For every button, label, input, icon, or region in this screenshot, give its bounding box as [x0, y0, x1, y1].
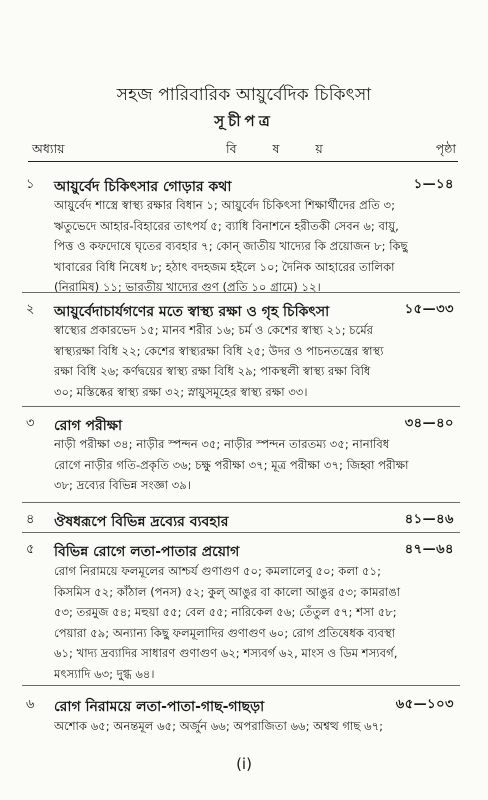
- section-line: ৩০; মস্তিষ্কের স্বাস্থ্য রক্ষা ৩২; স্নায়ুসমূহের স্বাস্থ্য রক্ষা ৩৩।: [54, 384, 308, 399]
- section-body: [54, 716, 458, 737]
- section-pages: ৩৪—৪০: [404, 416, 454, 431]
- section-line: ৩৮; দ্রব্যের বিভিন্ন সংজ্ঞা ৩৯।: [54, 478, 191, 492]
- section-number: ৪: [26, 512, 35, 527]
- page-number: (i): [236, 755, 252, 773]
- section-line: ৫৩; তরমুজ ৫৪; মহুয়া ৫৫; বেল ৫৫; নারিকেল ৫৬; তেঁতুল ৫৭; শসা ৫৮;: [54, 605, 397, 619]
- section-body: [54, 434, 458, 496]
- section-line: স্বাস্থ্যের প্রকারভেদ ১৫; মানব শরীর ১৬; চর্ম ও কেশের স্বাস্থ্য ২১; চর্মের: [54, 323, 374, 337]
- section-line: রোগে নাড়ীর গতি-প্রকৃতি ৩৬; চক্ষু পরীক্ষা ৩৭; মূত্র পরীক্ষা ৩৭; জিহ্বা পরীক্ষা: [54, 457, 409, 472]
- section-number: ৩: [26, 416, 35, 431]
- section-line: অশোক ৬৫; অনন্তমূল ৬৫; অর্জুন ৬৬; অপরাজিতা ৬৬; অশ্বত্থ গাছ ৬৭;: [54, 719, 384, 733]
- header-page: পৃষ্ঠা: [435, 141, 456, 156]
- toc-header: [28, 139, 458, 162]
- header-subject: বিষয়: [226, 141, 359, 156]
- section-divider: [22, 502, 460, 503]
- section-title: আয়ুর্বেদাচার্যগণের মতে স্বাস্থ্য রক্ষা ও গৃহ চিকিৎসা: [54, 304, 330, 320]
- section-line: পেয়ারা ৫৯; অন্যান্য কিছু ফলমূলাদির গুণাগুণ ৬০; রোগ প্রতিষেধক ব্যবস্থা: [54, 625, 395, 640]
- section-number: ২: [26, 302, 35, 317]
- section-pages: ১৫—৩৩: [404, 302, 454, 317]
- section-title: ঔষধরূপে বিভিন্ন দ্রব্যের ব্যবহার: [54, 514, 229, 530]
- section-title: রোগ পরীক্ষা: [54, 418, 123, 434]
- section-divider: [22, 292, 460, 293]
- section-body: [54, 320, 458, 402]
- section-number: ১: [26, 177, 35, 192]
- header-chapter: অধ্যায়: [32, 141, 65, 156]
- section-pages: ৪৭—৬৪: [404, 542, 454, 557]
- section-line: নাড়ী পরীক্ষা ৩৪; নাড়ীর স্পন্দন ৩৫; নাড়ীর স্পন্দন তারতম্য ৩৫; নানাবিধ: [54, 437, 390, 451]
- section-title: আয়ুর্বেদ চিকিৎসার গোড়ার কথা: [54, 179, 232, 195]
- book-title: সহজ পারিবারিক আয়ুর্বেদিক চিকিৎসা: [116, 85, 372, 105]
- section-line: ঋতুভেদে আহার-বিহারের তাৎপর্য ৫; ব্যাধি বিনাশনে হরীতকী সেবন ৬; বায়ু,: [54, 218, 399, 233]
- section-line: রোগ নিরাময়ে ফলমূলের আশ্চর্য গুণাগুণ ৫০; কমলালেবু ৫০; কলা ৫১;: [54, 564, 381, 578]
- section-divider: [22, 685, 460, 686]
- section-line: ৬১; খাদ্য দ্রব্যাদির সাধারণ গুণাগুণ ৬২; শস্যবর্গ ৬২, মাংস ও ডিম শস্যবর্গ,: [54, 646, 398, 660]
- section-line: কিসমিস ৫২; কাঁঠাল (পনস) ৫২; কুল্ আঙুর বা কালো আঙুর ৫৩; কামরাঙা: [54, 584, 401, 599]
- section-line: রক্ষা বিধি ২৬; কর্ণদ্বয়ের স্বাস্থ্য রক্ষা বিধি ২৯; পাকস্থলী স্বাস্থ্য রক্ষা বিধি: [54, 364, 371, 378]
- section-divider: [22, 532, 460, 533]
- section-number: ৫: [26, 542, 35, 557]
- section-pages: ১—১৪: [413, 177, 454, 192]
- section-line: মৎস্যাদি ৬৩; দুগ্ধ ৬৪।: [54, 666, 155, 681]
- section-pages: ৪১—৪৬: [404, 512, 454, 527]
- section-divider: [22, 406, 460, 407]
- page-subtitle: সূচীপত্র: [214, 112, 274, 130]
- section-title: রোগ নিরাময়ে লতা-পাতা-গাছ-গাছড়া: [54, 699, 265, 715]
- section-body: [54, 195, 458, 298]
- section-line: পিত্ত ও কফদোষে ঘৃতের ব্যবহার ৭; কোন্ জাতীয় খাদ্যের কি প্রয়োজন ৮; কিছু: [54, 239, 408, 253]
- section-pages: ৬৫—১০৩: [395, 697, 454, 712]
- section-title: বিভিন্ন রোগে লতা-পাতার প্রয়োগ: [54, 544, 240, 560]
- section-line: (নিরামিষ) ১১; ভারতীয় খাদ্যের গুণ (প্রতি ১০ গ্রামে) ১২।: [54, 280, 321, 294]
- section-line: খাবারের বিধি নিষেধ ৮; হঠাৎ বদহজম হইলে ১০; দৈনিক আহারের তালিকা: [54, 259, 395, 274]
- section-line: স্বাস্থ্যরক্ষা বিধি ২২; কেশের স্বাস্থ্যরক্ষা বিধি ২৫; উদর ও পাচনতন্ত্রের স্বাস্থ্য: [54, 343, 384, 358]
- section-number: ৬: [26, 697, 35, 712]
- section-line: আয়ুর্বেদ শাস্ত্রে স্বাস্থ্য রক্ষার বিধান ১; আয়ুর্বেদ চিকিৎসা শিক্ষার্থীদের প্রতি ৩;: [54, 198, 395, 212]
- section-body: [54, 561, 458, 684]
